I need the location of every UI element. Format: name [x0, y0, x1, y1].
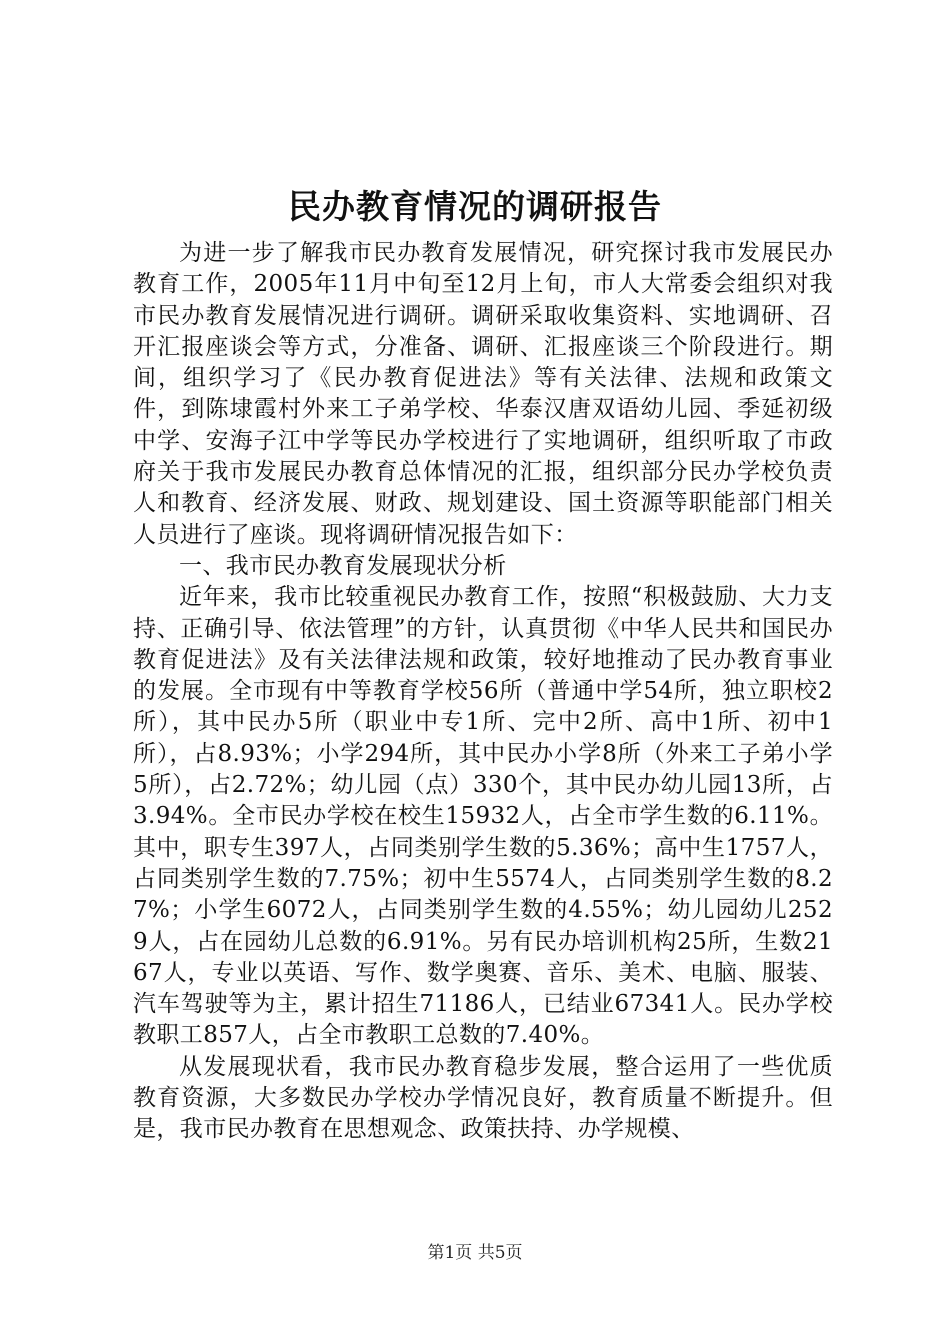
- paragraph-intro: 为进一步了解我市民办教育发展情况，研究探讨我市发展民办教育工作，2005年11月中旬至12月上旬，市人大常委会组织对我市民办教育发展情况进行调研。调研采取收集资料、实地调研、召开汇报座谈会等方式，分准备、调研、汇报座谈三个阶段进行。期间，组织学习了《民办教育促进法》等有关法律、法规和政策文件，到陈埭霞村外来工子弟学校、华泰汉唐双语幼儿园、季延初级中学、安海子江中学等民办学校进行了实地调研，组织听取了市政府关于我市发展民办教育总体情况的汇报，组织部分民办学校负责人和教育、经济发展、财政、规划建设、国土资源等职能部门相关人员进行了座谈。现将调研情况报告如下：: [133, 240, 833, 548]
- page-number: 第1页 共5页: [427, 1243, 523, 1263]
- paragraph-analysis: 从发展现状看，我市民办教育稳步发展，整合运用了一些优质教育资源，大多数民办学校办学情况良好，教育质量不断提升。但是，我市民办教育在思想观念、政策扶持、办学规模、: [133, 1053, 833, 1143]
- page-title: 民办教育情况的调研报告: [288, 187, 662, 226]
- paragraph-status: 近年来，我市比较重视民办教育工作，按照“积极鼓励、大力支持、正确引导、依法管理”的方针，认真贯彻《中华人民共和国民办教育促进法》及有关法律法规和政策，较好地推动了民办教育事业的发展。全市现有中等教育学校56所（普通中学54所，独立职校2所），其中民办5所（职业中专1所、完中2所、高中1所、初中1所），占8.93%；小学294所，其中民办小学8所（外来工子弟小学5所），占2.72%；幼儿园（点）330个，其中民办幼儿园13所，占3.94%。全市民办学校在校生15932人，占全市学生数的6.11%。其中，职专生397人，占同类别学生数的5.36%；高中生1757人，占同类别学生数的7.75%；初中生5574人，占同类别学生数的8.27%；小学生6072人，占同类别学生数的4.55%；幼儿园幼儿2529人，占在园幼儿总数的6.91%。另有民办培训机构25所，生数2167人，专业以英语、写作、数学奥赛、音乐、美术、电脑、服装、汽车驾驶等为主，累计招生71186人，已结业67341人。民办学校教职工857人，占全市教职工总数的7.40%。: [133, 584, 833, 1049]
- section-heading: 一、我市民办教育发展现状分析: [179, 552, 507, 579]
- document-body: [133, 238, 833, 1146]
- page-footer: [0, 1240, 950, 1266]
